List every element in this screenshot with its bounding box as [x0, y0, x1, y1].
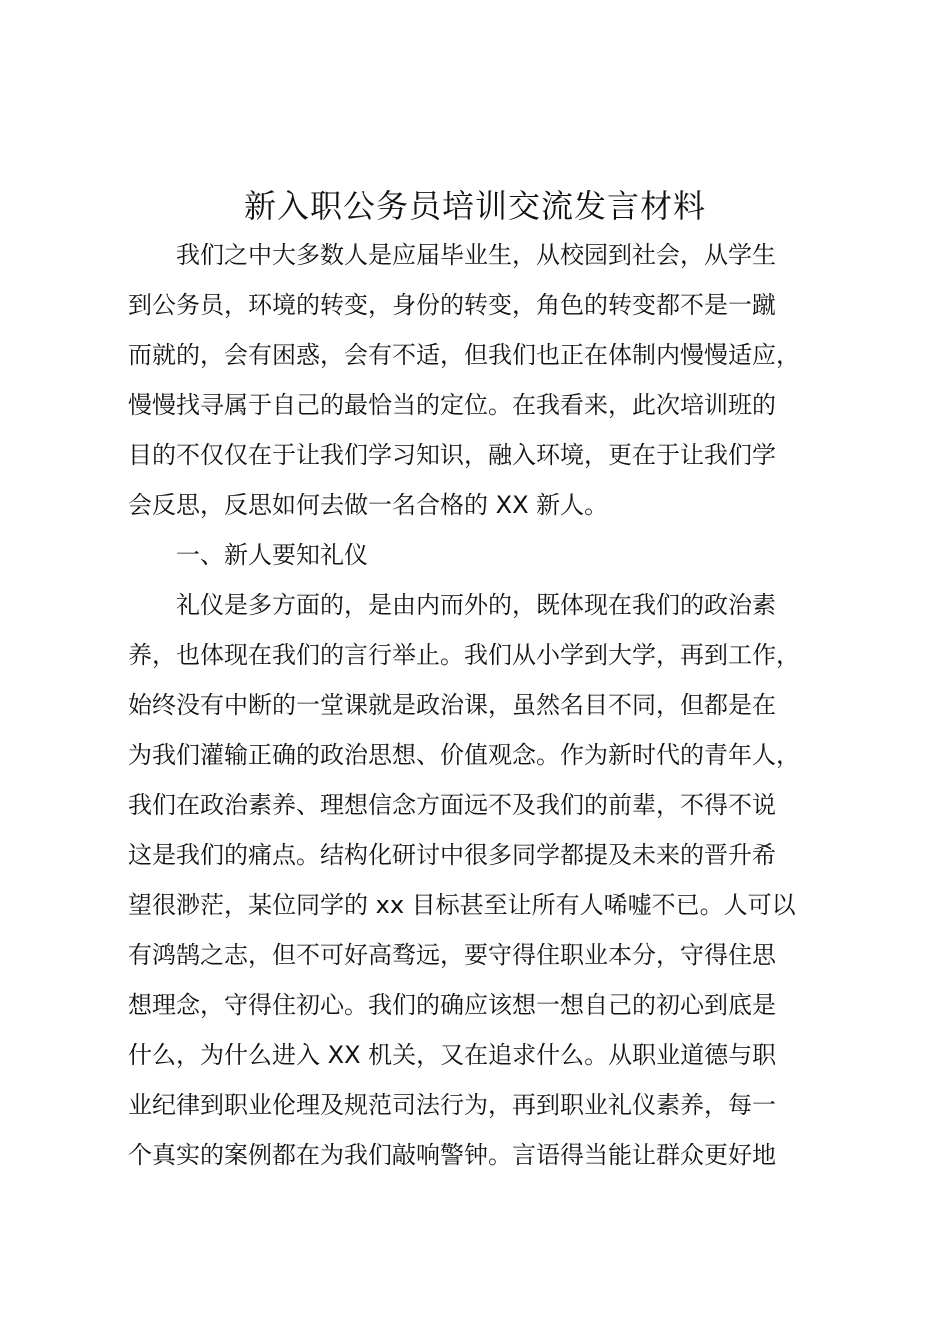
text-line: 而就的，会有困惑，会有不适，但我们也正在体制内慢慢适应，	[128, 341, 800, 369]
text-line: 目的不仅仅在于让我们学习知识，融入环境，更在于让我们学	[128, 441, 776, 469]
text-line: 礼仪是多方面的，是由内而外的，既体现在我们的政治素	[128, 591, 776, 619]
text-line: 为我们灌输正确的政治思想、价值观念。作为新时代的青年人，	[128, 741, 800, 769]
text-line: 有鸿鹄之志，但不可好高骛远，要守得住职业本分，守得住思	[128, 941, 776, 969]
text-line: 个真实的案例都在为我们敲响警钟。言语得当能让群众更好地	[128, 1141, 776, 1169]
document-title: 新入职公务员培训交流发言材料	[243, 187, 706, 225]
text-line: 慢慢找寻属于自己的最恰当的定位。在我看来，此次培训班的	[128, 391, 776, 419]
text-line: 始终没有中断的一堂课就是政治课，虽然名目不同，但都是在	[128, 691, 776, 719]
text-line: 到公务员，环境的转变，身份的转变，角色的转变都不是一蹴	[128, 291, 776, 319]
text-line: 会反思，反思如何去做一名合格的 XX 新人。	[128, 491, 609, 519]
text-line: 我们在政治素养、理想信念方面远不及我们的前辈，不得不说	[128, 791, 776, 819]
text-line: 我们之中大多数人是应届毕业生，从校园到社会，从学生	[128, 241, 776, 269]
section-heading: 一、新人要知礼仪	[128, 541, 368, 569]
text-line: 想理念，守得住初心。我们的确应该想一想自己的初心到底是	[128, 991, 776, 1019]
text-line: 这是我们的痛点。结构化研讨中很多同学都提及未来的晋升希	[128, 841, 776, 869]
text-line: 养，也体现在我们的言行举止。我们从小学到大学，再到工作，	[128, 641, 800, 669]
text-line: 望很渺茫，某位同学的 xx 目标甚至让所有人唏嘘不已。人可以	[128, 891, 796, 919]
text-line: 什么，为什么进入 XX 机关，又在追求什么。从职业道德与职	[128, 1041, 777, 1069]
text-line: 业纪律到职业伦理及规范司法行为，再到职业礼仪素养，每一	[128, 1091, 776, 1119]
